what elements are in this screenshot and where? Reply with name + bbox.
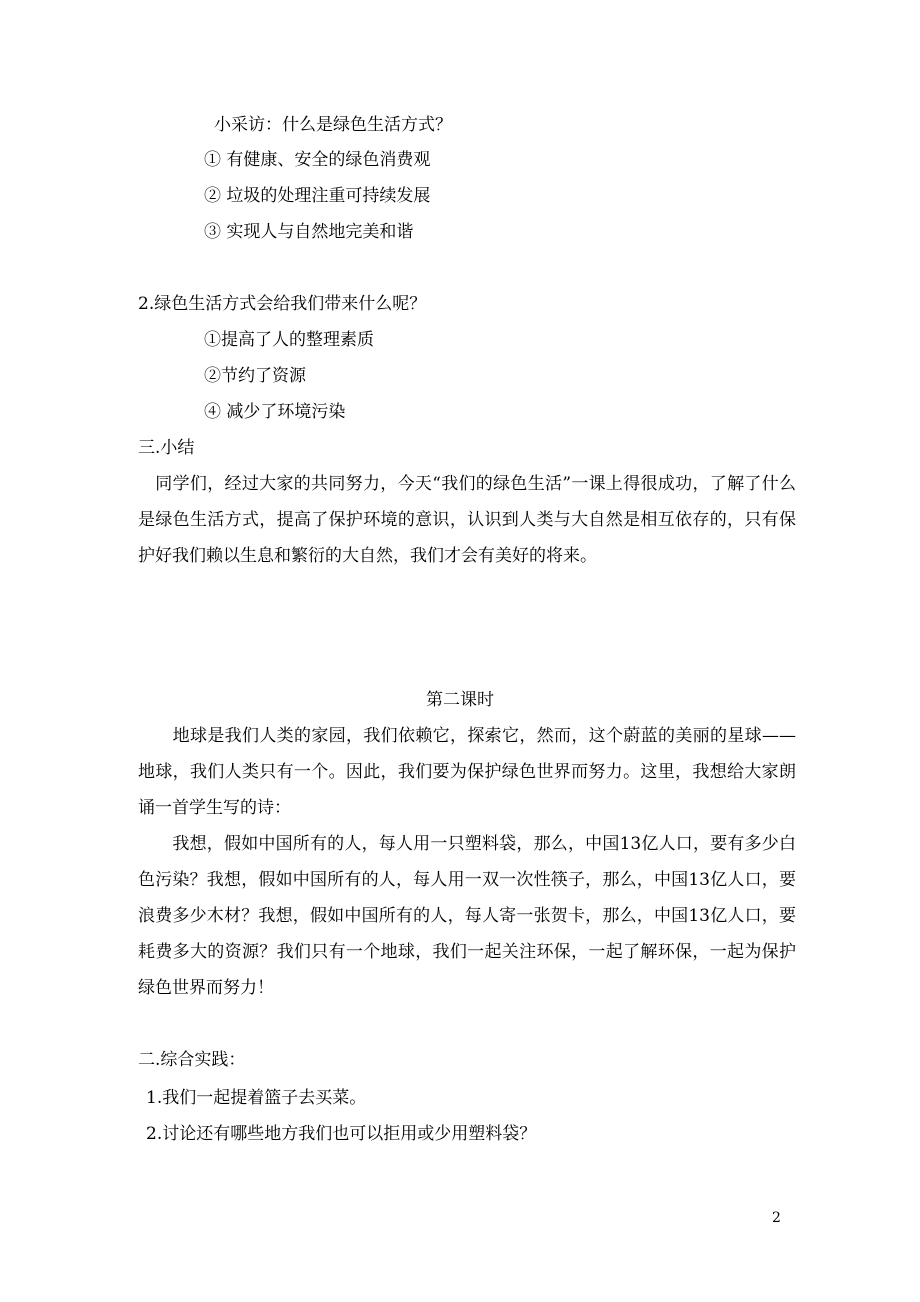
section2-heading: 2.绿色生活方式会给我们带来什么呢？ bbox=[138, 294, 427, 314]
interview-item-3: ③ 实现人与自然地完美和谐 bbox=[204, 222, 414, 242]
section2-item-3: ④ 减少了环境污染 bbox=[204, 402, 346, 422]
lesson2-intro-paragraph: 地球是我们人类的家园，我们依赖它，探索它，然而，这个蔚蓝的美丽的星球——地球，我们人类只有一个。因此，我们要为保护绿色世界而努力。这里，我想给大家朗诵一首学生写的诗： bbox=[138, 726, 796, 818]
lesson2-poem-paragraph: 我想，假如中国所有的人，每人用一只塑料袋，那么，中国13亿人口，要有多少白色污染？我想，假如中国所有的人，每人用一双一次性筷子，那么，中国13亿人口，要浪费多少木材？我想，假如中国所有的人，每人寄一张贺卡，那么，中国13亿人口，要耗费多大的资源？我们只有一个地球，我们一起关注环保，一起了解环保，一起为保护绿色世界而努力！ bbox=[138, 834, 796, 998]
lesson2-title: 第二课时 bbox=[426, 690, 494, 710]
summary-heading: 三.小结 bbox=[138, 438, 195, 458]
interview-item-2: ② 垃圾的处理注重可持续发展 bbox=[204, 186, 431, 206]
interview-question: 小采访：什么是绿色生活方式？ bbox=[214, 115, 452, 135]
practice-heading: 二.综合实践： bbox=[138, 1050, 246, 1070]
interview-item-1: ① 有健康、安全的绿色消费观 bbox=[204, 150, 431, 170]
section2-item-2: ②节约了资源 bbox=[204, 366, 306, 386]
practice-item-1: 1.我们一起提着篮子去买菜。 bbox=[146, 1088, 367, 1108]
section2-item-1: ①提高了人的整理素质 bbox=[204, 330, 374, 350]
practice-item-2: 2.讨论还有哪些地方我们也可以拒用或少用塑料袋？ bbox=[146, 1124, 537, 1144]
page-number: 2 bbox=[772, 1210, 781, 1226]
summary-paragraph: 同学们，经过大家的共同努力，今天“我们的绿色生活”一课上得很成功，了解了什么是绿色生活方式，提高了保护环境的意识，认识到人类与大自然是相互依存的，只有保护好我们赖以生息和繁衍的大自然，我们才会有美好的将来。 bbox=[138, 474, 796, 566]
